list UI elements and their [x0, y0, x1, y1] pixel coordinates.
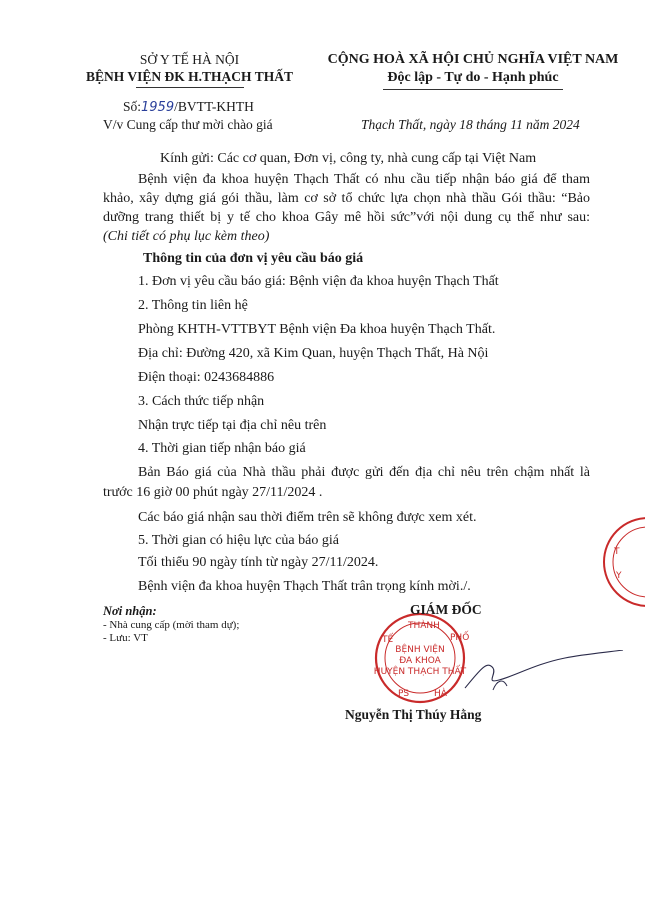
item-5: 5. Thời gian có hiệu lực của báo giá: [138, 533, 339, 548]
organization-name: BỆNH VIỆN ĐK H.THẠCH THẤT: [86, 69, 293, 84]
recipients-title: Nơi nhận:: [103, 604, 157, 618]
item-1: 1. Đơn vị yêu cầu báo giá: Bệnh viện đa khoa huyện Thạch Thất: [138, 274, 499, 289]
doc-no-handwritten: 1959: [141, 100, 175, 115]
validity: Tối thiểu 90 ngày tính từ ngày 27/11/2024.: [138, 555, 379, 570]
deadline-line-1: Bản Báo giá của Nhà thầu phải được gửi đến địa chỉ nêu trên chậm nhất là: [138, 465, 590, 480]
recipient-item: - Lưu: VT: [103, 632, 148, 644]
org-underline: [136, 87, 244, 88]
item-2: 2. Thông tin liên hệ: [138, 298, 248, 313]
partial-stamp-icon: [590, 512, 645, 612]
doc-no-prefix: Số:: [123, 99, 142, 114]
signer-title: GIÁM ĐỐC: [410, 602, 482, 617]
motto-underline: [383, 89, 563, 90]
national-motto: Độc lập - Tự do - Hạnh phúc: [387, 70, 559, 85]
national-title: CỘNG HOÀ XÃ HỘI CHỦ NGHĨA VIỆT NAM: [327, 52, 619, 67]
document-number: [123, 99, 254, 115]
svg-text:PS: PS: [398, 689, 410, 699]
item-3: 3. Cách thức tiếp nhận: [138, 394, 265, 409]
svg-text:THÀNH: THÀNH: [408, 621, 440, 631]
seal-line-2: ĐA KHOA: [399, 656, 441, 666]
intro-line-1: Bệnh viện đa khoa huyện Thạch Thất có nhu cầu tiếp nhận báo giá để tham: [138, 172, 590, 187]
document-subject: V/v Cung cấp thư mời chào giá: [103, 117, 273, 132]
contact-phone: Điện thoại: 0243684886: [138, 370, 275, 385]
svg-text:PHỐ: PHỐ: [450, 633, 470, 643]
late-note: Các báo giá nhận sau thời điểm trên sẽ không được xem xét.: [138, 510, 477, 525]
signer-name: Nguyễn Thị Thúy Hằng: [345, 707, 482, 722]
svg-text:HÀ: HÀ: [434, 689, 447, 699]
contact-address: Địa chỉ: Đường 420, xã Kim Quan, huyện Thạch Thất, Hà Nội: [138, 346, 489, 361]
item-4: 4. Thời gian tiếp nhận báo giá: [138, 441, 306, 456]
seal-line-1: BỆNH VIỆN: [395, 645, 445, 655]
receive-method: Nhận trực tiếp tại địa chỉ nêu trên: [138, 418, 327, 433]
greeting: Kính gửi: Các cơ quan, Đơn vị, công ty, nhà cung cấp tại Việt Nam: [160, 151, 537, 166]
deadline-line-2: trước 16 giờ 00 phút ngày 27/11/2024 .: [103, 485, 323, 500]
closing: Bệnh viện đa khoa huyện Thạch Thất trân trọng kính mời./.: [138, 579, 471, 594]
doc-no-suffix: /BVTT-KHTH: [174, 99, 254, 114]
signature-icon: [425, 650, 625, 695]
intro-line-2: khảo, xây dựng giá gói thầu, làm cơ sở tổ chức lựa chọn nhà thầu Gói thầu: “Bảo: [103, 191, 590, 206]
svg-text:TẾ: TẾ: [382, 635, 394, 645]
intro-note: (Chi tiết có phụ lục kèm theo): [103, 229, 270, 244]
place-date: Thạch Thất, ngày 18 tháng 11 năm 2024: [361, 117, 580, 132]
svg-text:T: T: [614, 547, 620, 557]
intro-line-3: dưỡng trang thiết bị y tế cho khoa Gây mê hồi sức”với nội dung cụ thể như sau:: [103, 210, 590, 225]
contact-department: Phòng KHTH-VTTBYT Bệnh viện Đa khoa huyện Thạch Thất.: [138, 322, 496, 337]
section-title: Thông tin của đơn vị yêu cầu báo giá: [143, 251, 364, 266]
recipient-item: - Nhà cung cấp (mời tham dự);: [103, 619, 240, 631]
seal-line-3: HUYỆN THẠCH THẤT: [373, 667, 467, 677]
svg-text:Y: Y: [616, 571, 622, 581]
organization-parent: SỞ Y TẾ HÀ NỘI: [139, 52, 240, 67]
